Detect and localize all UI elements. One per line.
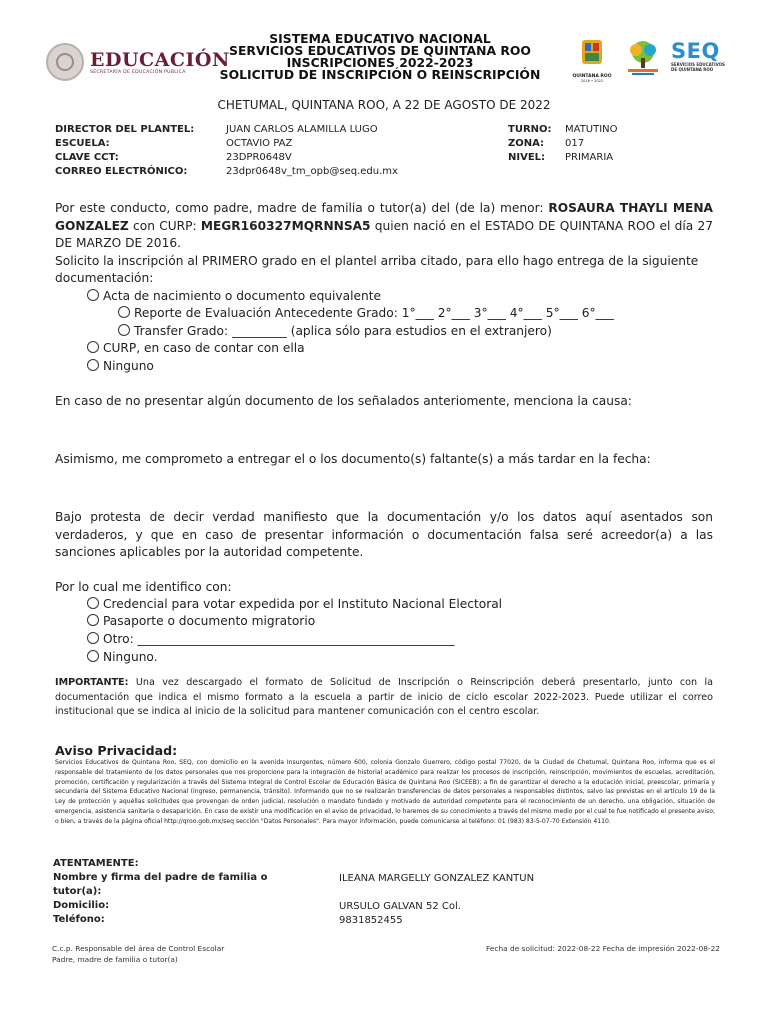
ccp-block: [52, 943, 224, 965]
educacion-logo: [46, 40, 230, 84]
nivel-label: NIVEL:: [508, 152, 546, 163]
commitment-text: Asimismo, me comprometo a entregar el o los documento(s) faltante(s) a más tardar en la fecha:: [55, 452, 651, 466]
nivel-value: PRIMARIA: [565, 152, 614, 163]
intro-part-2: con CURP:: [128, 218, 201, 233]
radio-circle-icon[interactable]: [87, 597, 99, 609]
radio-circle-icon[interactable]: [87, 359, 99, 371]
student-curp: MEGR160327MQRNNSA5: [200, 218, 371, 233]
title-line-2: SERVICIOS EDUCATIVOS DE QUINTANA ROO: [229, 43, 531, 58]
title-line-1: SISTEMA EDUCATIVO NACIONAL: [269, 31, 491, 46]
correo-label: CORREO ELECTRÓNICO:: [55, 166, 188, 177]
doc-option-transfer[interactable]: [118, 324, 552, 338]
radio-circle-icon[interactable]: [87, 341, 99, 353]
escuela-label: ESCUELA:: [55, 138, 110, 149]
doc-option-ninguno[interactable]: [87, 359, 154, 373]
protest-text: Bajo protesta de decir verdad manifiesto que la documentación y/o los datos aquí asentados son verdaderos, y que en caso de presentar información o documentación falsa seré acreedor(a) a las sanciones aplicables por la autoridad competente.: [55, 510, 713, 560]
radio-circle-icon[interactable]: [87, 632, 99, 644]
seq-logo: [671, 40, 733, 80]
tutor-name: ILEANA MARGELLY GONZALEZ KANTUN: [339, 873, 535, 884]
seq-logo-subtext-2: DE QUINTANA ROO: [671, 67, 714, 72]
intro-paragraph: [55, 200, 713, 288]
doc-option-reporte[interactable]: [118, 306, 614, 320]
intro-part-1: Por este conducto, como padre, madre de familia o tutor(a) del (de la) menor:: [55, 201, 549, 215]
fechas-line: Fecha de solicitud: 2022-08-22 Fecha de impresión 2022-08-22: [486, 944, 720, 953]
school-shift-labels: [508, 123, 552, 165]
radio-circle-icon[interactable]: [87, 614, 99, 626]
correo-value: 23dpr0648v_tm_opb@seq.edu.mx: [226, 166, 398, 177]
ccp-line-1: C.c.p. Responsable del área de Control Escolar: [52, 944, 225, 953]
turno-label: TURNO:: [508, 124, 552, 135]
educacion-logo-text: EDUCACIÓN: [90, 48, 230, 71]
doc-option-label: CURP, en caso de contar con ella: [103, 341, 305, 355]
doc-option-label: Acta de nacimiento o documento equivalente: [103, 289, 381, 303]
document-title: [210, 33, 550, 81]
intro-part-3: quien nació en el ESTADO DE QUINTANA ROO el día 27 DE MARZO DE 2016.: [55, 218, 713, 251]
telefono-label: Teléfono:: [53, 914, 105, 925]
director-label: DIRECTOR DEL PLANTEL:: [55, 124, 195, 135]
nombre-firma-label: Nombre y firma del padre de familia o tutor(a):: [53, 872, 268, 897]
mexico-seal-icon: [46, 43, 84, 81]
quintana-roo-logo: [572, 38, 612, 83]
seq-logo-subtext-1: SERVICIOS EDUCATIVOS: [671, 62, 725, 67]
telefono-value: 9831852455: [339, 915, 403, 926]
firma-labels: [53, 857, 283, 927]
date-line: CHETUMAL, QUINTANA ROO, A 22 DE AGOSTO DE 2022: [217, 98, 551, 112]
school-shift-values: [565, 123, 618, 165]
doc-option-label: Ninguno: [103, 359, 154, 373]
doc-option-label: Transfer Grado: _________ (aplica sólo para estudios en el extranjero): [134, 324, 552, 338]
missing-cause-text: En caso de no presentar algún documento de los señalados anteriomente, menciona la causa:: [55, 394, 632, 408]
zona-value: 017: [565, 138, 585, 149]
atentamente-label: ATENTAMENTE:: [53, 858, 139, 869]
aviso-privacidad-title: Aviso Privacidad:: [55, 743, 178, 758]
id-option-label: Otro: ____________________________________________________: [103, 632, 455, 646]
sep-logo-subtext: SECRETARÍA DE EDUCACIÓN PÚBLICA: [90, 69, 186, 75]
id-option-pasaporte[interactable]: [87, 614, 315, 628]
id-option-ninguno[interactable]: [87, 650, 158, 664]
student-name: ROSAURA THAYLI MENA GONZALEZ: [55, 201, 713, 233]
radio-circle-icon[interactable]: [87, 289, 99, 301]
domicilio-value: URSULO GALVAN 52 Col.: [339, 901, 461, 912]
aviso-privacidad-text: Servicios Educativos de Quintana Roo, SEQ, con domicilio en la avenida Insurgentes, número 600, colonia Gonzalo Guerrero, código postal 77020, de la Ciudad de Chetumal, Quintana Roo, informa que es el responsable del tratamiento de los datos personales que nos proporcione para la integración de historial académico para realizar los procesos de inscripción, reinscripción, movimientos de escuelas, acreditación, promoción, certificación y regularización a través del Sistema Integral de Control Escolar de Educación Básica de Quintana Roo (SICEEB); a fin de garantizar el derecho a la educación inicial, preescolar, primaria y secundaria del Sistema Educativo Nacional (ingreso, permanencia, tránsito). Informando que no se realizarán transferencias de datos personales a responsables distintos, salvo las previstas en el artículo 19 de la Ley de protección y aquéllas solicitudes que provengan de orden judicial, resolución o mandato fundado y motivado de autoridad competente para el reconocimiento de un derecho, una obligación, situación de emergencia, asistencia sanitaria o desaparición. En caso de existir una modificación en el aviso de privacidad, lo haremos de su conocimiento a través del mismo medio por el cual te fue notificado el presente aviso; o bien, a través de la página oficial http://qroo.gob.mx/seq sección "Datos Personales". Para mayor información, puede comunicarse al teléfono: 01 (983) 83-5-07-70 Extensión 4110.: [55, 759, 715, 825]
id-option-ine[interactable]: [87, 597, 502, 611]
id-option-label: Pasaporte o documento migratorio: [103, 614, 316, 628]
doc-option-label: Reporte de Evaluación Antecedente Grado: 1°___ 2°___ 3°___ 4°___ 5°___ 6°___: [134, 306, 614, 320]
title-line-3: INSCRIPCIONES 2022-2023: [286, 55, 474, 70]
state-tree-logo: [622, 38, 664, 80]
tree-icon: [622, 38, 664, 78]
doc-option-curp[interactable]: [87, 341, 305, 355]
escuela-value: OCTAVIO PAZ: [226, 138, 293, 149]
importante-label: IMPORTANTE:: [55, 677, 129, 688]
intro-request: Solicito la inscripción al PRIMERO grado en el plantel arriba citado, para ello hago entrega de la siguiente documentación:: [55, 253, 699, 286]
radio-circle-icon[interactable]: [87, 650, 99, 662]
id-option-label: Ninguno.: [103, 650, 158, 664]
director-value: JUAN CARLOS ALAMILLA LUGO: [226, 124, 378, 135]
qroo-logo-years: 2016 • 2022: [580, 79, 604, 83]
cct-value: 23DPR0648V: [226, 152, 292, 163]
id-option-label: Credencial para votar expedida por el Instituto Nacional Electoral: [103, 597, 503, 611]
turno-value: MATUTINO: [565, 124, 618, 135]
qroo-logo-text: QUINTANA ROO: [572, 74, 612, 79]
ccp-line-2: Padre, madre de familia o tutor(a): [52, 955, 178, 964]
school-info-labels: [55, 123, 194, 179]
identify-label: Por lo cual me identifico con:: [55, 580, 232, 594]
zona-label: ZONA:: [508, 138, 545, 149]
domicilio-label: Domicilio:: [53, 900, 110, 911]
importante-text: Una vez descargado el formato de Solicitud de Inscripción o Reinscripción deberá presentarlo, junto con la documentación que indica el mismo formato a la escuela a partir de inicio de ciclo escolar 2022-2023. Puede utilizar el correo institucional que se indica al inicio de la solicitud para mantener comunicación con el centro escolar.: [55, 677, 713, 718]
title-line-4: SOLICITUD DE INSCRIPCIÓN O REINSCRIPCIÓN: [219, 67, 541, 82]
doc-option-acta[interactable]: [87, 289, 381, 303]
id-option-otro[interactable]: [87, 632, 454, 646]
radio-circle-icon[interactable]: [118, 324, 130, 336]
radio-circle-icon[interactable]: [118, 306, 130, 318]
quintana-roo-shield-icon: [572, 38, 612, 70]
cct-label: CLAVE CCT:: [55, 152, 119, 163]
importante-note: [55, 676, 713, 720]
seq-logo-text: SEQ: [671, 39, 720, 63]
school-info-values: [226, 123, 398, 179]
